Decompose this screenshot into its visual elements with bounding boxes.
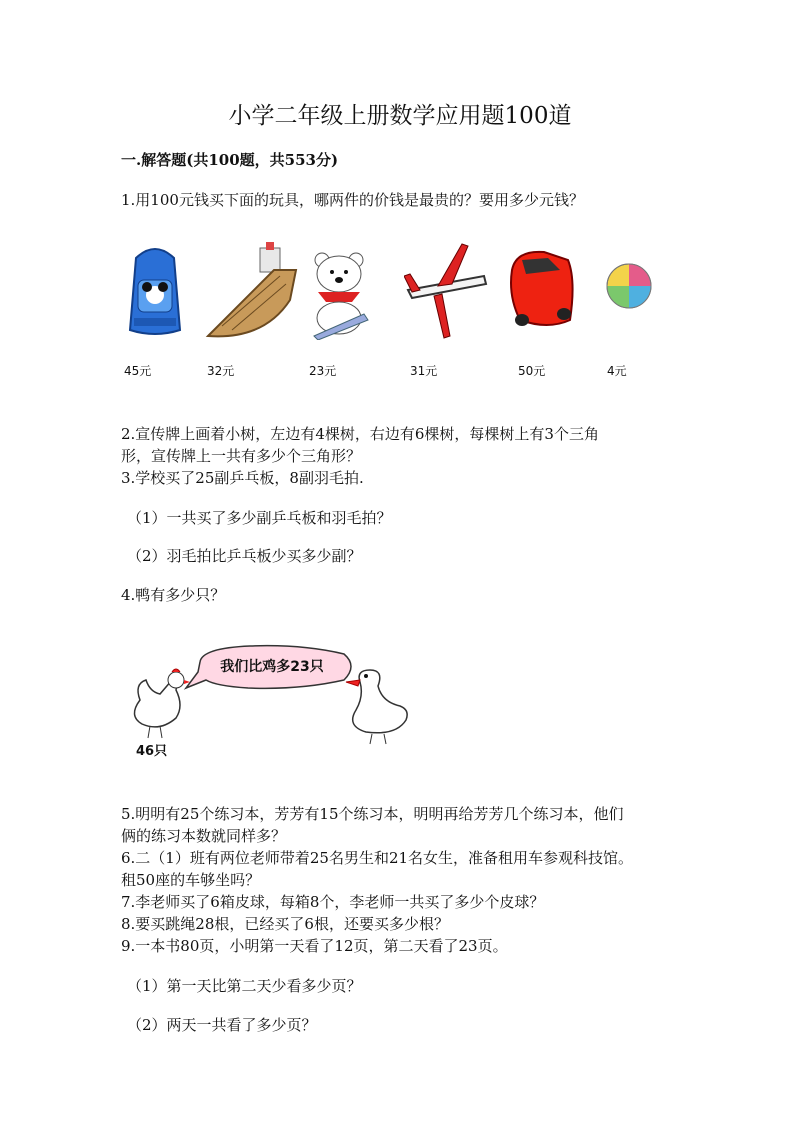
question-9-sub-1: （1）第一天比第二天少看多少页？ [127,977,362,995]
question-9: 9.一本书80页，小明第一天看了12页，第二天看了23页。 [121,937,508,955]
ship-icon [204,240,298,348]
car-icon [508,240,578,336]
speech-bubble-text: 我们比鸡多23只 [220,659,324,675]
question-8: 8.要买跳绳28根，已经买了6根，还要买多少根？ [121,915,449,933]
chicken-duck-illustration [120,640,420,770]
price-ship: 32元 [207,364,235,378]
ball-icon [604,240,654,344]
question-3-sub-2: （2）羽毛拍比乒乓板少买多少副？ [127,547,362,565]
question-2-line-1: 2.宣传牌上画着小树，左边有4棵树，右边有6棵树，每棵树上有3个三角 [121,425,599,443]
question-1: 1.用100元钱买下面的玩具，哪两件的价钱是最贵的？要用多少元钱？ [121,191,584,209]
duck-icon [346,670,407,744]
page-title: 小学二年级上册数学应用题100道 [228,103,572,129]
question-2-line-2: 形，宣传牌上一共有多少个三角形？ [121,447,362,465]
question-6-line-1: 6.二（1）班有两位老师带着25名男生和21名女生，准备租用车参观科技馆。 [121,849,634,867]
question-6-line-2: 租50座的车够坐吗？ [121,871,261,889]
question-7: 7.李老师买了6箱皮球，每箱8个，李老师一共买了多少个皮球？ [121,893,545,911]
question-5-line-1: 5.明明有25个练习本，芳芳有15个练习本，明明再给芳芳几个练习本，他们 [121,805,624,823]
price-backpack: 45元 [124,364,152,378]
question-3: 3.学校买了25副乒乓板，8副羽毛拍. [121,469,364,487]
airplane-icon [404,240,488,344]
price-car: 50元 [518,364,546,378]
section-heading: 一.解答题(共100题，共553分) [121,151,339,169]
question-9-sub-2: （2）两天一共看了多少页？ [127,1016,317,1034]
price-polar-bear: 23元 [309,364,337,378]
polar-bear-icon [308,240,372,344]
chicken-icon [134,669,190,738]
question-4: 4.鸭有多少只？ [121,586,226,604]
question-5-line-2: 俩的练习本数就同样多？ [121,827,287,845]
chicken-count-label: 46只 [136,744,168,759]
price-airplane: 31元 [410,364,438,378]
backpack-icon [124,240,186,344]
price-ball: 4元 [607,364,627,378]
question-3-sub-1: （1）一共买了多少副乒乓板和羽毛拍？ [127,509,392,527]
